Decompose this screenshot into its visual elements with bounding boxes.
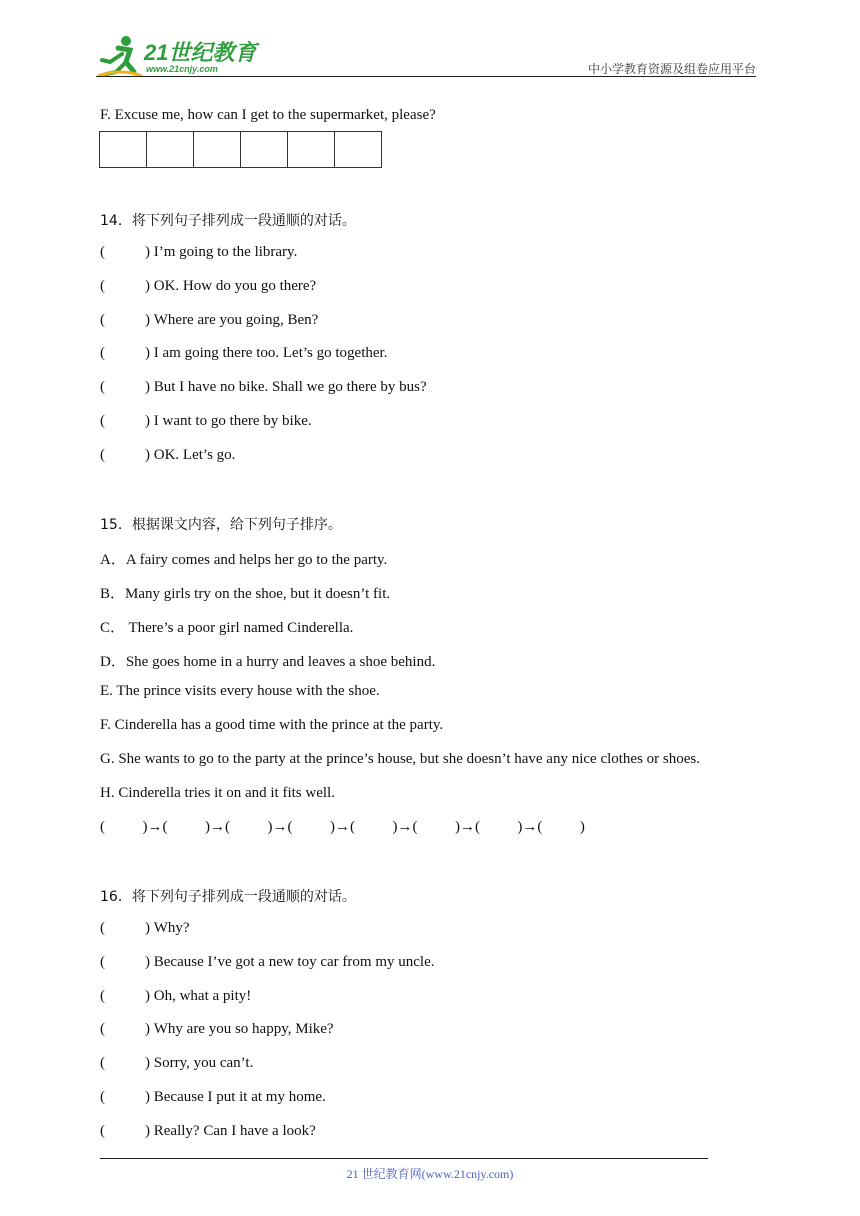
- q14-item: ( ) But I have no bike. Shall we go there by bus?: [100, 379, 427, 395]
- answer-box[interactable]: [100, 132, 147, 167]
- q16-item: ( ) Because I’ve got a new toy car from my uncle.: [100, 954, 435, 970]
- header-platform-text: 中小学教育资源及组卷应用平台: [587, 62, 756, 76]
- page-header: [96, 30, 756, 80]
- logo: [96, 32, 266, 78]
- q15-item-g: G. She wants to go to the party at the prince’s house, but she doesn’t have any nice clothes or shoes.: [100, 751, 701, 767]
- q14-item: ( ) I want to go there by bike.: [100, 413, 312, 429]
- q15-item-d: D．She goes home in a hurry and leaves a shoe behind.: [100, 654, 436, 670]
- answer-box[interactable]: [241, 132, 288, 167]
- q14-title: 14．将下列句子排列成一段通顺的对话。: [100, 213, 356, 229]
- q15-item-b: B．Many girls try on the shoe, but it doesn’t fit.: [100, 586, 391, 602]
- answer-box[interactable]: [288, 132, 335, 167]
- q14-item: ( ) OK. How do you go there?: [100, 278, 317, 294]
- q15-item-a: A．A fairy comes and helps her go to the party.: [100, 552, 388, 568]
- q16-item: ( ) Sorry, you can’t.: [100, 1055, 254, 1071]
- q16-item: ( ) Why are you so happy, Mike?: [100, 1021, 334, 1037]
- q16-item: ( ) Really? Can I have a look?: [100, 1123, 316, 1139]
- q16-item: ( ) Why?: [100, 920, 190, 936]
- q15-order-line: ( )→( )→( )→( )→( )→( )→( )→( ): [100, 819, 585, 835]
- logo-text: 21世纪教育: [144, 40, 257, 65]
- q16-item: ( ) Oh, what a pity!: [100, 988, 252, 1004]
- q14-item: ( ) OK. Let’s go.: [100, 447, 236, 463]
- q14-item: ( ) I’m going to the library.: [100, 244, 298, 260]
- runner-logo-icon: [96, 32, 144, 78]
- q15-item-f: F. Cinderella has a good time with the prince at the party.: [100, 717, 444, 733]
- q15-item-e: E. The prince visits every house with the shoe.: [100, 683, 380, 699]
- logo-url: www.21cnjy.com: [146, 64, 218, 74]
- q14-item: ( ) I am going there too. Let’s go together.: [100, 345, 388, 361]
- q13-item-f: F. Excuse me, how can I get to the supermarket, please?: [100, 107, 436, 123]
- header-divider: [96, 76, 756, 77]
- footer-divider: [100, 1158, 708, 1159]
- q16-title: 16．将下列句子排列成一段通顺的对话。: [100, 889, 356, 905]
- answer-box[interactable]: [335, 132, 381, 167]
- q13-answer-boxes: [99, 131, 382, 168]
- q15-item-h: H. Cinderella tries it on and it fits well.: [100, 785, 335, 801]
- answer-box[interactable]: [194, 132, 241, 167]
- q16-item: ( ) Because I put it at my home.: [100, 1089, 326, 1105]
- q15-item-c: C． There’s a poor girl named Cinderella.: [100, 620, 354, 636]
- q15-title: 15．根据课文内容，给下列句子排序。: [100, 517, 342, 533]
- answer-box[interactable]: [147, 132, 194, 167]
- footer-link[interactable]: 21 世纪教育网(www.21cnjy.com): [346, 1167, 514, 1181]
- q14-item: ( ) Where are you going, Ben?: [100, 312, 319, 328]
